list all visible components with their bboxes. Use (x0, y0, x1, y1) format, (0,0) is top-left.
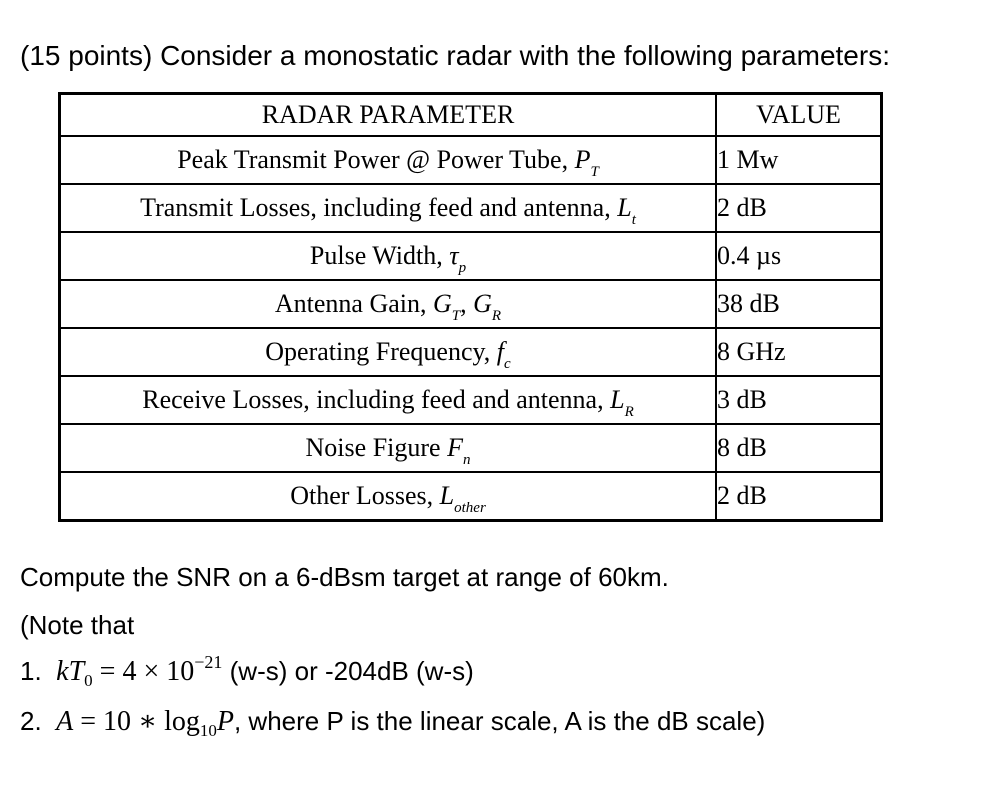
note-1-exponent: −21 (194, 652, 223, 672)
param-symbol: f (496, 337, 505, 366)
table-row (60, 376, 882, 424)
table-row (60, 424, 882, 472)
param-separator: , (460, 289, 474, 318)
param-cell (60, 232, 717, 280)
note-2-equation: = 10 ∗ log (73, 706, 200, 737)
param-symbol: τ (449, 241, 459, 270)
note-2-text: , where P is the linear scale, A is the dB scale) (233, 706, 766, 736)
note-2-A: A (56, 706, 74, 737)
value-cell: 2 dB (716, 472, 882, 521)
param-subscript: other (454, 500, 486, 516)
note-item-2 (20, 704, 765, 738)
param-cell (60, 376, 717, 424)
note-intro: (Note that (20, 610, 135, 640)
param-subscript-2: R (491, 308, 502, 324)
note-item-1 (20, 652, 474, 690)
param-subscript: p (458, 260, 467, 276)
param-symbol: L (610, 385, 625, 414)
table-row (60, 280, 882, 328)
note-1-k: k (56, 656, 69, 687)
param-cell (60, 184, 717, 232)
header-value: VALUE (716, 94, 882, 137)
param-subscript: t (631, 212, 636, 228)
param-symbol: L (439, 481, 455, 510)
note-2-subscript: 10 (199, 721, 217, 740)
header-radar-parameter: RADAR PARAMETER (60, 94, 717, 137)
param-subscript: R (624, 404, 634, 420)
value-cell: 8 GHz (716, 328, 882, 376)
value-cell: 2 dB (716, 184, 882, 232)
note-1-number: 1. (20, 656, 42, 686)
param-cell (60, 424, 717, 472)
param-label: Receive Losses, including feed and antenna, (142, 385, 611, 414)
param-label: Noise Figure (305, 433, 448, 462)
value-cell: 0.4 µs (716, 232, 882, 280)
table-row (60, 136, 882, 184)
table-row (60, 472, 882, 521)
param-symbol-2: G (473, 289, 492, 318)
param-subscript: T (590, 164, 599, 180)
value-cell: 8 dB (716, 424, 882, 472)
param-subscript: n (462, 452, 471, 468)
radar-parameter-table (58, 92, 883, 522)
table-header-row (60, 94, 882, 137)
param-symbol: F (447, 433, 463, 462)
question-text: Compute the SNR on a 6-dBsm target at range of 60km. (20, 562, 669, 592)
table-row (60, 184, 882, 232)
note-1-text: (w-s) or -204dB (w-s) (229, 656, 474, 686)
note-2-P: P (216, 706, 234, 737)
param-label: Antenna Gain, (274, 289, 434, 318)
note-1-equation: = 4 × 10 (92, 656, 195, 687)
param-cell (60, 136, 717, 184)
table-row (60, 232, 882, 280)
note-1-T: T (68, 656, 85, 687)
param-label: Pulse Width, (309, 241, 450, 270)
param-cell (60, 280, 717, 328)
param-label: Other Losses, (290, 481, 440, 510)
param-label: Peak Transmit Power @ Power Tube, (177, 145, 575, 174)
value-cell: 3 dB (716, 376, 882, 424)
note-1-subscript: 0 (84, 671, 93, 690)
param-cell (60, 328, 717, 376)
param-symbol: L (617, 193, 632, 222)
param-subscript: T (451, 308, 461, 324)
param-symbol: P (574, 145, 591, 174)
param-cell (60, 472, 717, 521)
value-cell: 1 Mw (716, 136, 882, 184)
value-cell: 38 dB (716, 280, 882, 328)
param-subscript: c (504, 356, 511, 372)
param-label: Operating Frequency, (265, 337, 497, 366)
question-heading: (15 points) Consider a monostatic radar with the following parameters: (20, 40, 890, 71)
table-row (60, 328, 882, 376)
param-symbol: G (433, 289, 452, 318)
note-2-number: 2. (20, 706, 42, 736)
param-label: Transmit Losses, including feed and antenna, (140, 193, 618, 222)
